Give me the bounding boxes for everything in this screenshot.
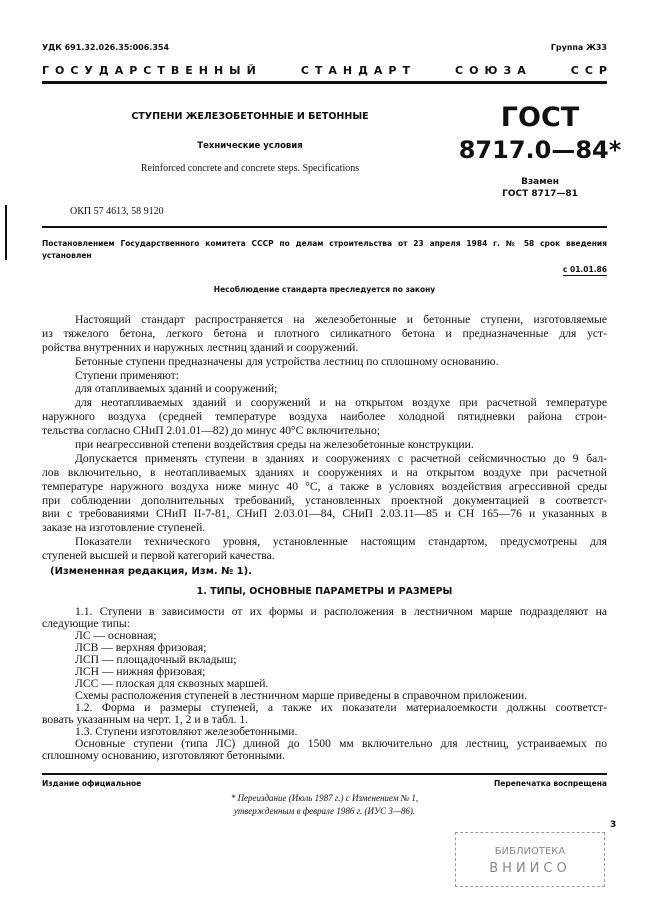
text-line: Ступени применяют: [75,368,179,382]
text-line: наружного воздуха (средней температуре воздуха наиболее холодной пятидневки района строи- [42,410,607,424]
english-title: Reinforced concrete and concrete steps. Specifications [140,163,360,174]
banner-word: ГОСУДАРСТВЕННЫЙ [42,64,262,77]
text-line: ЛСП — площадочный вкладыш; [75,653,237,666]
text-line: Допускается применять ступени в зданиях и сооружениях с расчетной сейсмичностью до 9 бал- [75,451,607,465]
text-line: для неотапливаемых зданий и сооружений и на открытом воздухе при расчетной температуре [75,396,607,410]
text-line: 1.2. Форма и размеры ступеней, а также их показатели материалоемкости должны соответст- [75,701,607,714]
text-line: 1.1. Ступени в зависимости от их формы и расположения в лестничном марше подразделяют на [75,605,607,618]
library-stamp [455,832,605,887]
gost-label: ГОСТ [500,102,580,133]
text-line: Основные ступени (типа ЛС) длиной до 1500 мм включительно для лестниц, устраиваемых по [75,737,607,750]
decree-text: установлен [42,251,92,260]
text-line: вовать указанным на черт. 1, 2 и в табл. 1. [42,713,249,726]
text-line: ЛСВ — верхняя фризовая; [75,641,207,654]
official-edition: Издание официальное [42,779,142,788]
document-title: СТУПЕНИ ЖЕЛЕЗОБЕТОННЫЕ И БЕТОННЫЕ [131,111,369,122]
text-line: при соблюдении дополнительных требований, установленных проектной документацией в соответст- [42,493,607,507]
replaces-standard: ГОСТ 8717—81 [502,189,578,199]
amendment-note: (Измененная редакция, Изм. № 1). [50,566,253,577]
stamp-line: БИБЛИОТЕКА [494,846,566,857]
text-line: Схемы расположения ступеней в лестничном марше приведены в справочном приложении. [75,689,528,702]
intro-text [42,313,607,563]
divider [42,226,607,228]
text-line: ЛСН — нижняя фризовая; [75,665,206,678]
section-text [42,606,607,762]
text-line: Показатели технического уровня, установленные настоящим стандартом, предусмотрены для [75,535,607,549]
section-heading: 1. ТИПЫ, ОСНОВНЫЕ ПАРАМЕТРЫ И РАЗМЕРЫ [196,586,453,597]
banner-word: ССР [570,64,613,77]
text-line: Бетонные ступени предназначены для устройства лестниц по сплошному основанию. [75,354,499,368]
text-line: заказе на изготовление ступеней. [42,521,206,535]
legal-notice: Несоблюдение стандарта преследуется по закону [213,285,436,294]
text-line: для отапливаемых зданий и сооружений; [75,382,278,396]
standard-banner [42,64,613,77]
okp-code: ОКП 57 4613, 58 9120 [70,206,164,217]
text-line: ступеней высшей и первой категорий качества. [42,549,275,563]
decree-text: Постановлением Государственного комитета СССР по делам строительства от 23 апреля 1984 г. № 58 срок введения [42,239,607,248]
text-line: температуре наружного воздуха ниже минус 40 °С, а также в условиях воздействия агрессивной среды [42,479,607,493]
replaces-label: Взамен [521,177,559,187]
document-subtitle: Технические условия [197,141,303,151]
header-rule [42,81,607,84]
udk-code: УДК 691.32.026.35:006.354 [42,43,170,52]
text-line: сплошному основанию, изготовляют бетонными. [42,749,285,762]
page-number: 3 [610,820,617,830]
text-line: вии с требованиями СНиП II-7-81, СНиП 2.03.01—84, СНиП 2.03.11—85 и СН 165—76 и указанных в [42,507,607,521]
text-line: тельства согласно СНиП 2.01.01—82) до минус 40°С включительно; [42,424,380,438]
group-code: Группа Ж33 [550,43,607,52]
text-line: при неагрессивной степени воздействия среды на железобетонные конструкции. [75,438,474,452]
text-line: 1.3. Ступени изготовляют железобетонными. [75,725,298,738]
gost-number: 8717.0—84* [458,136,622,164]
text-line: лов включительно, в неотапливаемых зданиях и сооружениях и на открытом воздухе при расчетной [42,465,607,479]
margin-mark [5,205,7,260]
reissue-note [42,792,607,818]
banner-word: СТАНДАРТ [300,64,416,77]
reissue-line: утвержденным в феврале 1986 г. (ИУС 3—86). [233,806,416,816]
reissue-line: * Переиздание (Июль 1987 г.) с Изменением № 1, [230,793,419,803]
text-line: ЛС — основная; [75,629,157,642]
text-line: из тяжелого бетона, легкого бетона и плотного силикатного бетона и предназначенные для уст- [42,326,607,340]
text-line: ЛСС — плоская для сквозных маршей. [75,677,269,690]
footer-rule [42,773,607,775]
banner-word: СОЮЗА [455,64,532,77]
text-line: ройства внутренних и наружных лестниц зданий и сооружений. [42,340,359,354]
stamp-line: ВНИИСО [489,861,571,876]
reprint-notice: Перепечатка воспрещена [493,779,607,788]
effective-date: с 01.01.86 [562,265,607,274]
text-line: следующие типы: [42,617,130,630]
text-line: Настоящий стандарт распространяется на железобетонные и бетонные ступени, изготовляемые [75,313,607,326]
